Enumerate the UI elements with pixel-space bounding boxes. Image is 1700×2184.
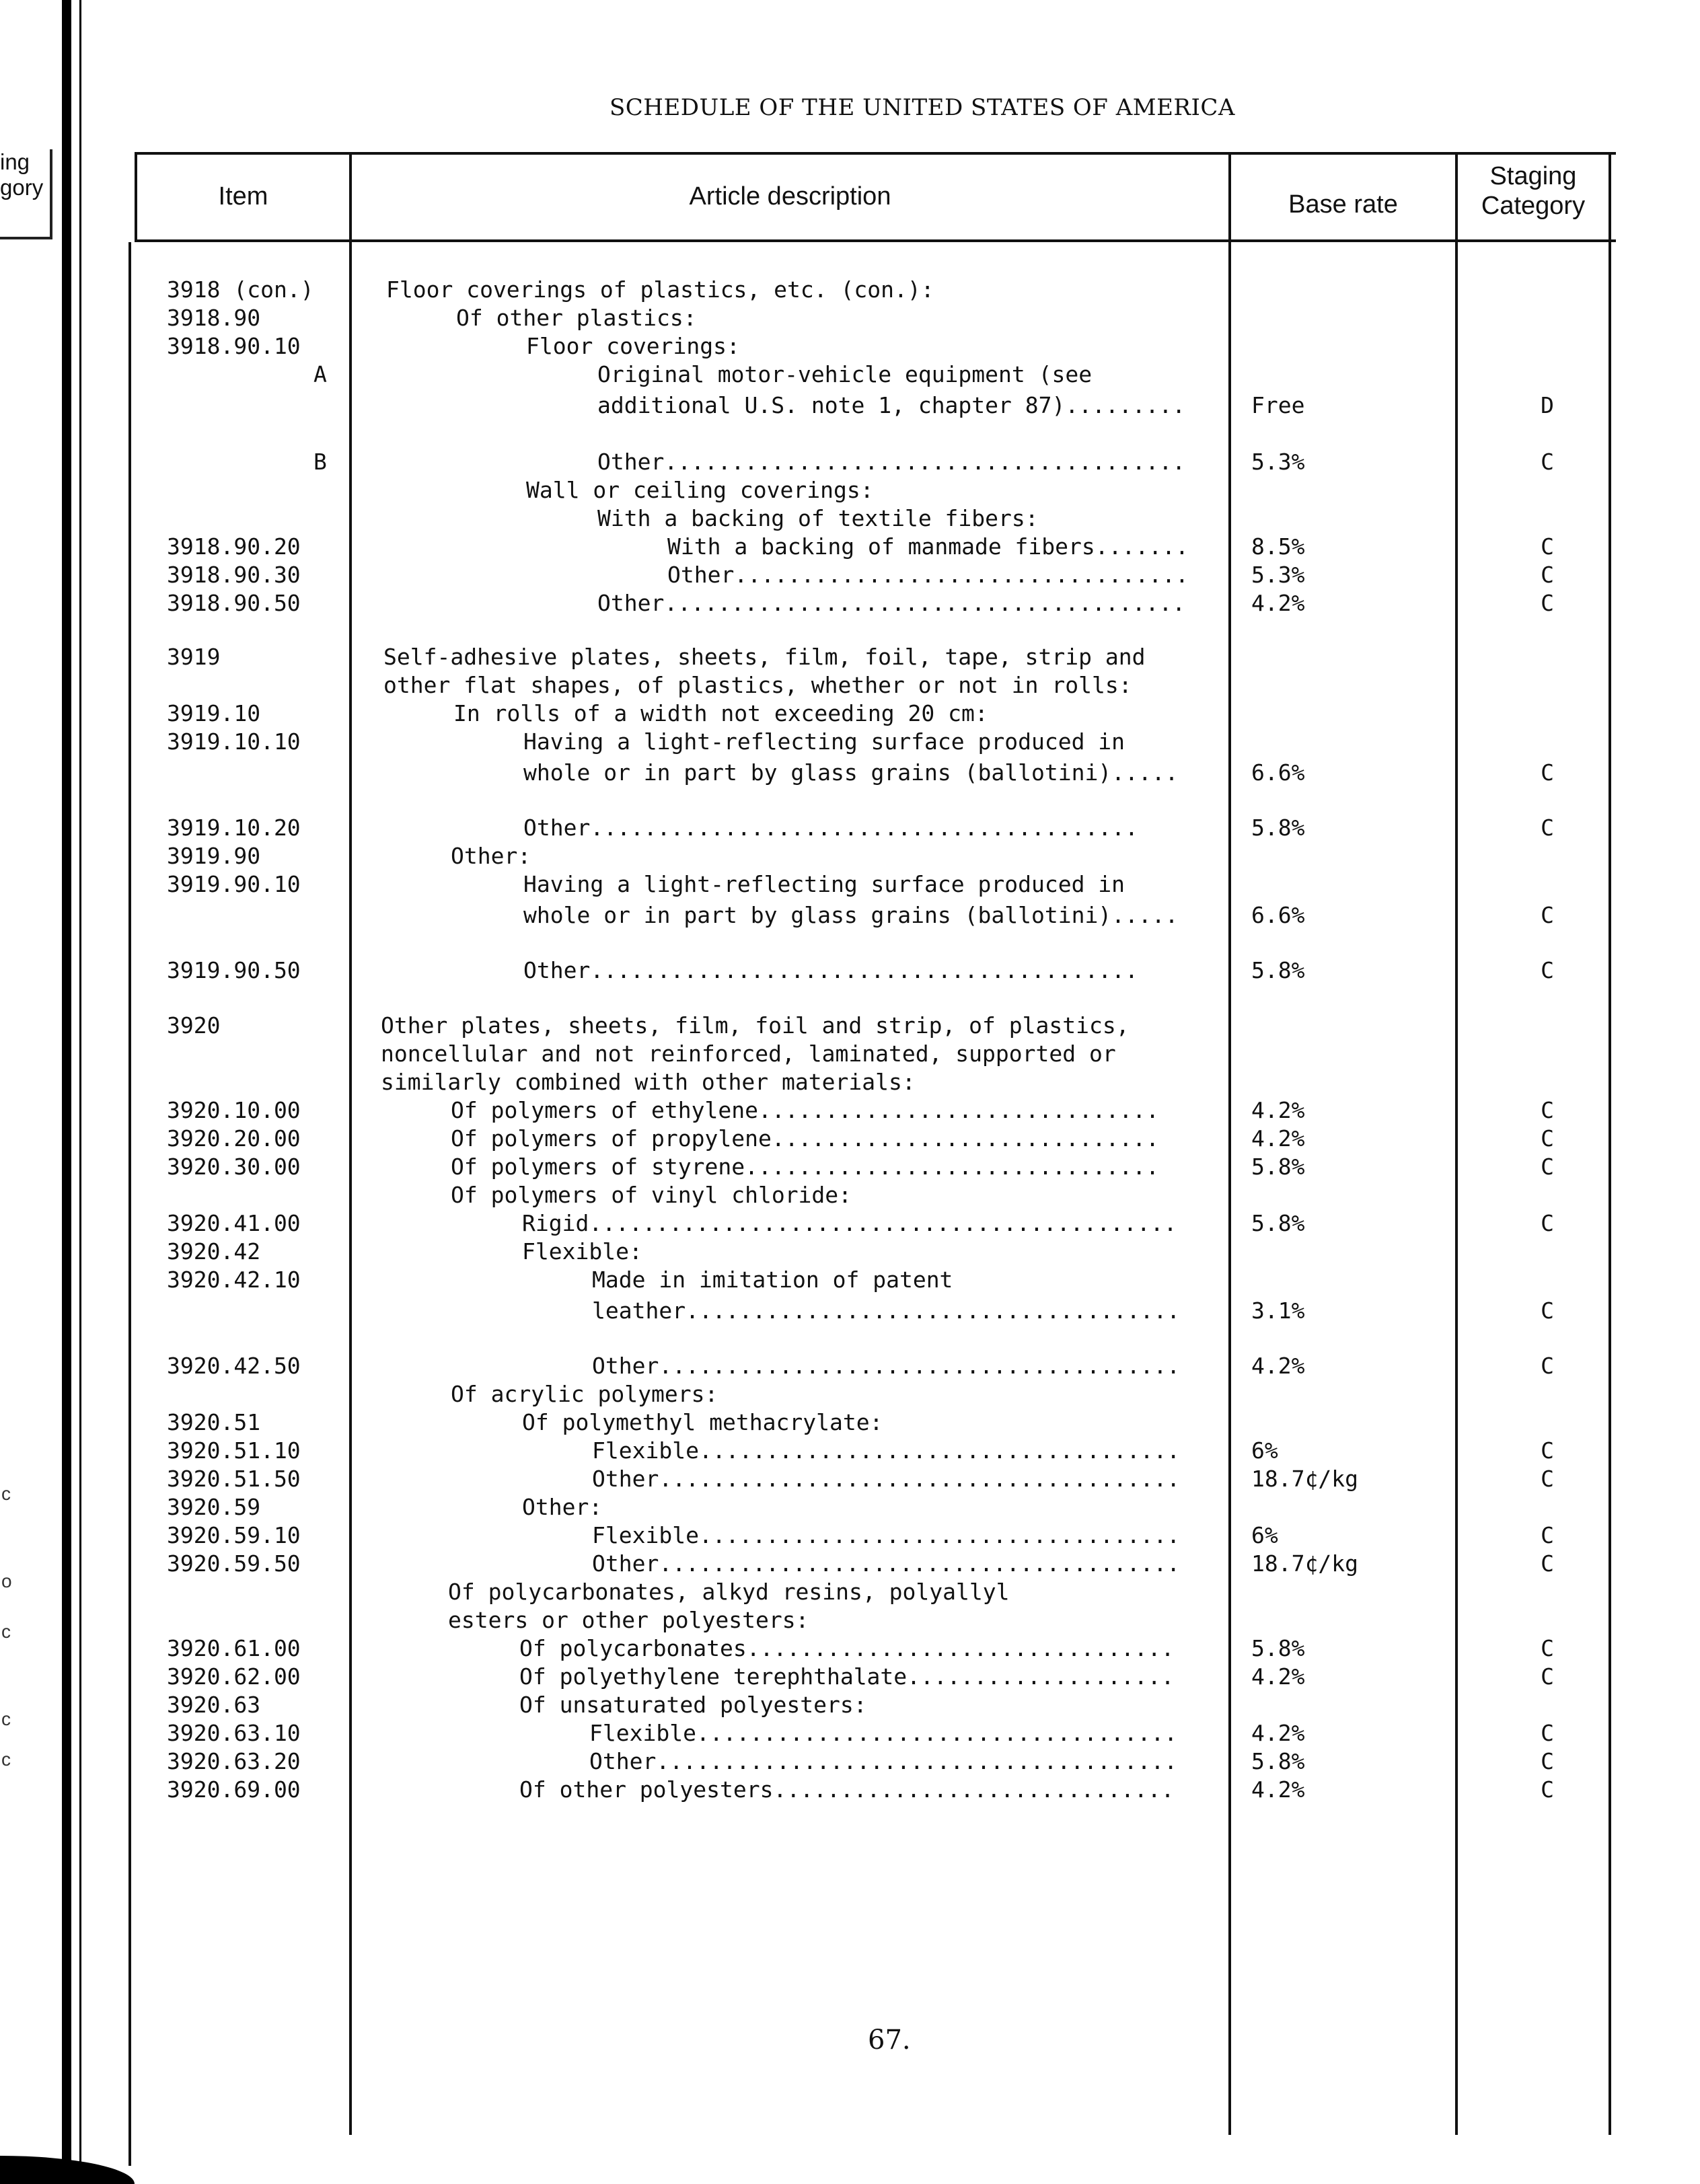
table-top-rule [135, 152, 1616, 155]
table-row [0, 504, 1700, 533]
table-row [0, 476, 1700, 504]
item-number: 3918.90.10 [167, 333, 301, 359]
base-rate: 5.3% [1251, 449, 1305, 475]
article-description: Made in imitation of patent [592, 1267, 953, 1293]
staging-header-line-1: Staging [1489, 162, 1577, 190]
article-description: Of other plastics: [456, 305, 697, 331]
table-row [0, 1719, 1700, 1747]
article-description: Floor coverings of plastics, etc. (con.): [386, 276, 934, 303]
base-rate: 4.2% [1251, 1720, 1305, 1746]
base-rate: 5.8% [1251, 1748, 1305, 1774]
base-rate: 5.8% [1251, 1154, 1305, 1180]
staging-category: C [1541, 1720, 1554, 1746]
prev-header-line-1: ing [0, 149, 30, 174]
table-row [0, 1266, 1700, 1294]
article-description: Floor coverings: [526, 333, 740, 359]
table-row [0, 448, 1700, 476]
table-row [0, 561, 1700, 589]
prev-header-line-2: gory [0, 175, 44, 200]
item-number: A [313, 361, 327, 387]
item-number: 3920.51.50 [167, 1466, 301, 1492]
article-description: esters or other polyesters: [448, 1607, 809, 1633]
item-number: 3920.30.00 [167, 1154, 301, 1180]
base-rate: 6.6% [1251, 759, 1305, 786]
staging-category: C [1541, 957, 1554, 983]
article-description: Other....................................... [592, 1353, 1181, 1379]
table-row [0, 671, 1700, 700]
article-description: Of polymethyl methacrylate: [522, 1409, 883, 1435]
item-number: 3918.90.30 [167, 562, 301, 588]
item-number: 3920.51 [167, 1409, 261, 1435]
base-rate: 5.8% [1251, 1210, 1305, 1236]
staging-category: C [1541, 1097, 1554, 1123]
staging-category: C [1541, 1522, 1554, 1548]
article-description: Having a light-reflecting surface produced in [523, 871, 1125, 897]
base-rate: 6% [1251, 1522, 1278, 1548]
table-row [0, 814, 1700, 842]
item-number: 3919.10 [167, 700, 261, 726]
item-number: 3920.59 [167, 1494, 261, 1520]
article-description: leather..................................... [592, 1297, 1181, 1324]
article-description: Of polycarbonates, alkyd resins, polyallyl [448, 1579, 1010, 1605]
previous-page-header-fragment [0, 149, 52, 239]
staging-category: C [1541, 1776, 1554, 1803]
item-number: 3919 [167, 644, 221, 670]
table-row [0, 1408, 1700, 1437]
item-number: 3918.90.50 [167, 590, 301, 616]
table-row [0, 1634, 1700, 1663]
staging-category: C [1541, 1748, 1554, 1774]
table-row [0, 276, 1700, 304]
article-description: Of unsaturated polyesters: [519, 1692, 867, 1718]
column-header-description: Article description [689, 182, 891, 211]
staging-category: C [1541, 562, 1554, 588]
article-description: whole or in part by glass grains (ballotini)..... [523, 759, 1179, 786]
article-description: Other....................................... [597, 449, 1186, 475]
staging-category: C [1541, 1663, 1554, 1690]
base-rate: 8.5% [1251, 533, 1305, 560]
page-curl [0, 2156, 135, 2184]
staging-category: C [1541, 1154, 1554, 1180]
prev-page-mark: c [1, 1621, 11, 1642]
article-description: Other.................................. [667, 562, 1189, 588]
base-rate: 4.2% [1251, 1776, 1305, 1803]
base-rate: Free [1251, 392, 1305, 418]
article-description: other flat shapes, of plastics, whether or not in rolls: [383, 672, 1132, 698]
table-row [0, 1153, 1700, 1181]
table-row [0, 1606, 1700, 1634]
item-number: 3920.42.50 [167, 1353, 301, 1379]
base-rate: 4.2% [1251, 590, 1305, 616]
article-description: Other......................................... [523, 957, 1138, 983]
article-description: Rigid............................................ [522, 1210, 1177, 1236]
table-row [0, 1297, 1700, 1325]
staging-category: C [1541, 1297, 1554, 1324]
table-row [0, 1437, 1700, 1465]
table-row [0, 956, 1700, 985]
item-number: 3920.20.00 [167, 1125, 301, 1152]
item-number: 3920.10.00 [167, 1097, 301, 1123]
article-description: Other....................................... [597, 590, 1186, 616]
item-number: 3920.59.10 [167, 1522, 301, 1548]
article-description: Other......................................... [523, 815, 1138, 841]
article-description: With a backing of textile fibers: [597, 505, 1039, 531]
article-description: Having a light-reflecting surface produced in [523, 728, 1125, 755]
table-row [0, 700, 1700, 728]
article-description: similarly combined with other materials: [381, 1069, 916, 1095]
item-number: 3920.41.00 [167, 1210, 301, 1236]
item-number: 3918.90 [167, 305, 261, 331]
article-description: whole or in part by glass grains (ballotini)..... [523, 902, 1179, 928]
column-header-staging-category [1458, 161, 1609, 221]
item-number: 3918.90.20 [167, 533, 301, 560]
staging-category: C [1541, 1466, 1554, 1492]
table-row [0, 759, 1700, 787]
base-rate: 5.8% [1251, 1635, 1305, 1661]
item-number: 3920.63.20 [167, 1748, 301, 1774]
staging-category: C [1541, 449, 1554, 475]
table-row [0, 1040, 1700, 1068]
table-row [0, 332, 1700, 361]
base-rate: 4.2% [1251, 1097, 1305, 1123]
article-description: Flexible.................................... [592, 1522, 1181, 1548]
article-description: Of polycarbonates................................ [519, 1635, 1175, 1661]
article-description: Self-adhesive plates, sheets, film, foil, tape, strip and [383, 644, 1146, 670]
table-row [0, 589, 1700, 617]
item-number: 3920.51.10 [167, 1437, 301, 1464]
staging-category: D [1541, 392, 1554, 418]
table-row [0, 1380, 1700, 1408]
table-row [0, 1691, 1700, 1719]
table-row [0, 391, 1700, 420]
staging-category: C [1541, 1125, 1554, 1152]
article-description: Other....................................... [592, 1466, 1181, 1492]
item-number: B [313, 449, 327, 475]
article-description: Flexible.................................... [592, 1437, 1181, 1464]
article-description: In rolls of a width not exceeding 20 cm: [453, 700, 988, 726]
table-row [0, 1352, 1700, 1380]
table-row [0, 1663, 1700, 1691]
item-number: 3920 [167, 1012, 221, 1039]
staging-header-line-2: Category [1481, 192, 1586, 220]
table-row [0, 1465, 1700, 1493]
item-number: 3920.59.50 [167, 1550, 301, 1577]
article-description: Wall or ceiling coverings: [526, 477, 874, 503]
staging-category: C [1541, 533, 1554, 560]
staging-category: C [1541, 1353, 1554, 1379]
table-row [0, 1776, 1700, 1804]
article-description: Original motor-vehicle equipment (see [597, 361, 1093, 387]
table-row [0, 1068, 1700, 1096]
prev-page-mark: c [1, 1483, 11, 1504]
item-number: 3920.63 [167, 1692, 261, 1718]
item-number: 3920.61.00 [167, 1635, 301, 1661]
article-description: Of other polyesters.............................. [519, 1776, 1175, 1803]
item-number: 3920.63.10 [167, 1720, 301, 1746]
article-description: Of polymers of propylene............................. [451, 1125, 1159, 1152]
staging-category: C [1541, 815, 1554, 841]
base-rate: 5.8% [1251, 957, 1305, 983]
table-row [0, 643, 1700, 671]
base-rate: 6.6% [1251, 902, 1305, 928]
staging-category: C [1541, 1210, 1554, 1236]
base-rate: 3.1% [1251, 1297, 1305, 1324]
item-number: 3920.69.00 [167, 1776, 301, 1803]
item-number: 3919.90.10 [167, 871, 301, 897]
table-row [0, 1209, 1700, 1238]
prev-page-mark: c [1, 1749, 11, 1770]
article-description: Of polymers of ethylene.............................. [451, 1097, 1159, 1123]
column-header-item: Item [218, 182, 268, 211]
item-number: 3919.10.10 [167, 728, 301, 755]
base-rate: 18.7¢/kg [1251, 1466, 1358, 1492]
document-title: SCHEDULE OF THE UNITED STATES OF AMERICA [609, 94, 1235, 121]
article-description: noncellular and not reinforced, laminated, supported or [381, 1041, 1116, 1067]
article-description: Other....................................... [589, 1748, 1178, 1774]
item-number: 3919.90 [167, 843, 261, 869]
item-number: 3920.62.00 [167, 1663, 301, 1690]
article-description: Of polyethylene terephthalate.................... [519, 1663, 1175, 1690]
column-header-base-rate: Base rate [1288, 190, 1398, 219]
item-number: 3920.42 [167, 1238, 261, 1265]
header-bottom-rule [135, 239, 1616, 242]
staging-category: C [1541, 902, 1554, 928]
item-number: 3919.10.20 [167, 815, 301, 841]
base-rate: 18.7¢/kg [1251, 1550, 1358, 1577]
prev-page-mark: o [1, 1571, 12, 1591]
base-rate: 5.8% [1251, 815, 1305, 841]
staging-category: C [1541, 1550, 1554, 1577]
table-row [0, 1125, 1700, 1153]
article-description: Flexible: [522, 1238, 642, 1265]
item-number: 3919.90.50 [167, 957, 301, 983]
item-number: 3920.42.10 [167, 1267, 301, 1293]
prev-page-mark: c [1, 1708, 11, 1729]
staging-category: C [1541, 1437, 1554, 1464]
table-row [0, 1012, 1700, 1040]
article-description: additional U.S. note 1, chapter 87)......... [597, 392, 1186, 418]
table-row [0, 1747, 1700, 1776]
article-description: Flexible.................................... [589, 1720, 1178, 1746]
article-description: Of polymers of styrene............................... [451, 1154, 1159, 1180]
table-row [0, 1181, 1700, 1209]
article-description: Other plates, sheets, film, foil and strip, of plastics, [381, 1012, 1130, 1039]
base-rate: 4.2% [1251, 1353, 1305, 1379]
table-row [0, 361, 1700, 389]
item-number: 3918 (con.) [167, 276, 314, 303]
staging-category: C [1541, 590, 1554, 616]
table-row [0, 1521, 1700, 1550]
table-row [0, 870, 1700, 899]
base-rate: 4.2% [1251, 1663, 1305, 1690]
table-row [0, 1493, 1700, 1521]
table-row [0, 728, 1700, 756]
base-rate: 6% [1251, 1437, 1278, 1464]
table-row [0, 1238, 1700, 1266]
table-row [0, 533, 1700, 561]
table-row [0, 842, 1700, 870]
article-description: Other: [522, 1494, 603, 1520]
article-description: Other....................................... [592, 1550, 1181, 1577]
table-row [0, 901, 1700, 930]
article-description: Of acrylic polymers: [451, 1381, 718, 1407]
staging-category: C [1541, 759, 1554, 786]
table-row [0, 304, 1700, 332]
table-row [0, 1096, 1700, 1125]
article-description: Of polymers of vinyl chloride: [451, 1182, 852, 1208]
page-number: 67. [868, 2025, 911, 2056]
base-rate: 4.2% [1251, 1125, 1305, 1152]
staging-category: C [1541, 1635, 1554, 1661]
article-description: Other: [451, 843, 531, 869]
base-rate: 5.3% [1251, 562, 1305, 588]
table-row [0, 1550, 1700, 1578]
article-description: With a backing of manmade fibers....... [667, 533, 1189, 560]
table-row [0, 1578, 1700, 1606]
